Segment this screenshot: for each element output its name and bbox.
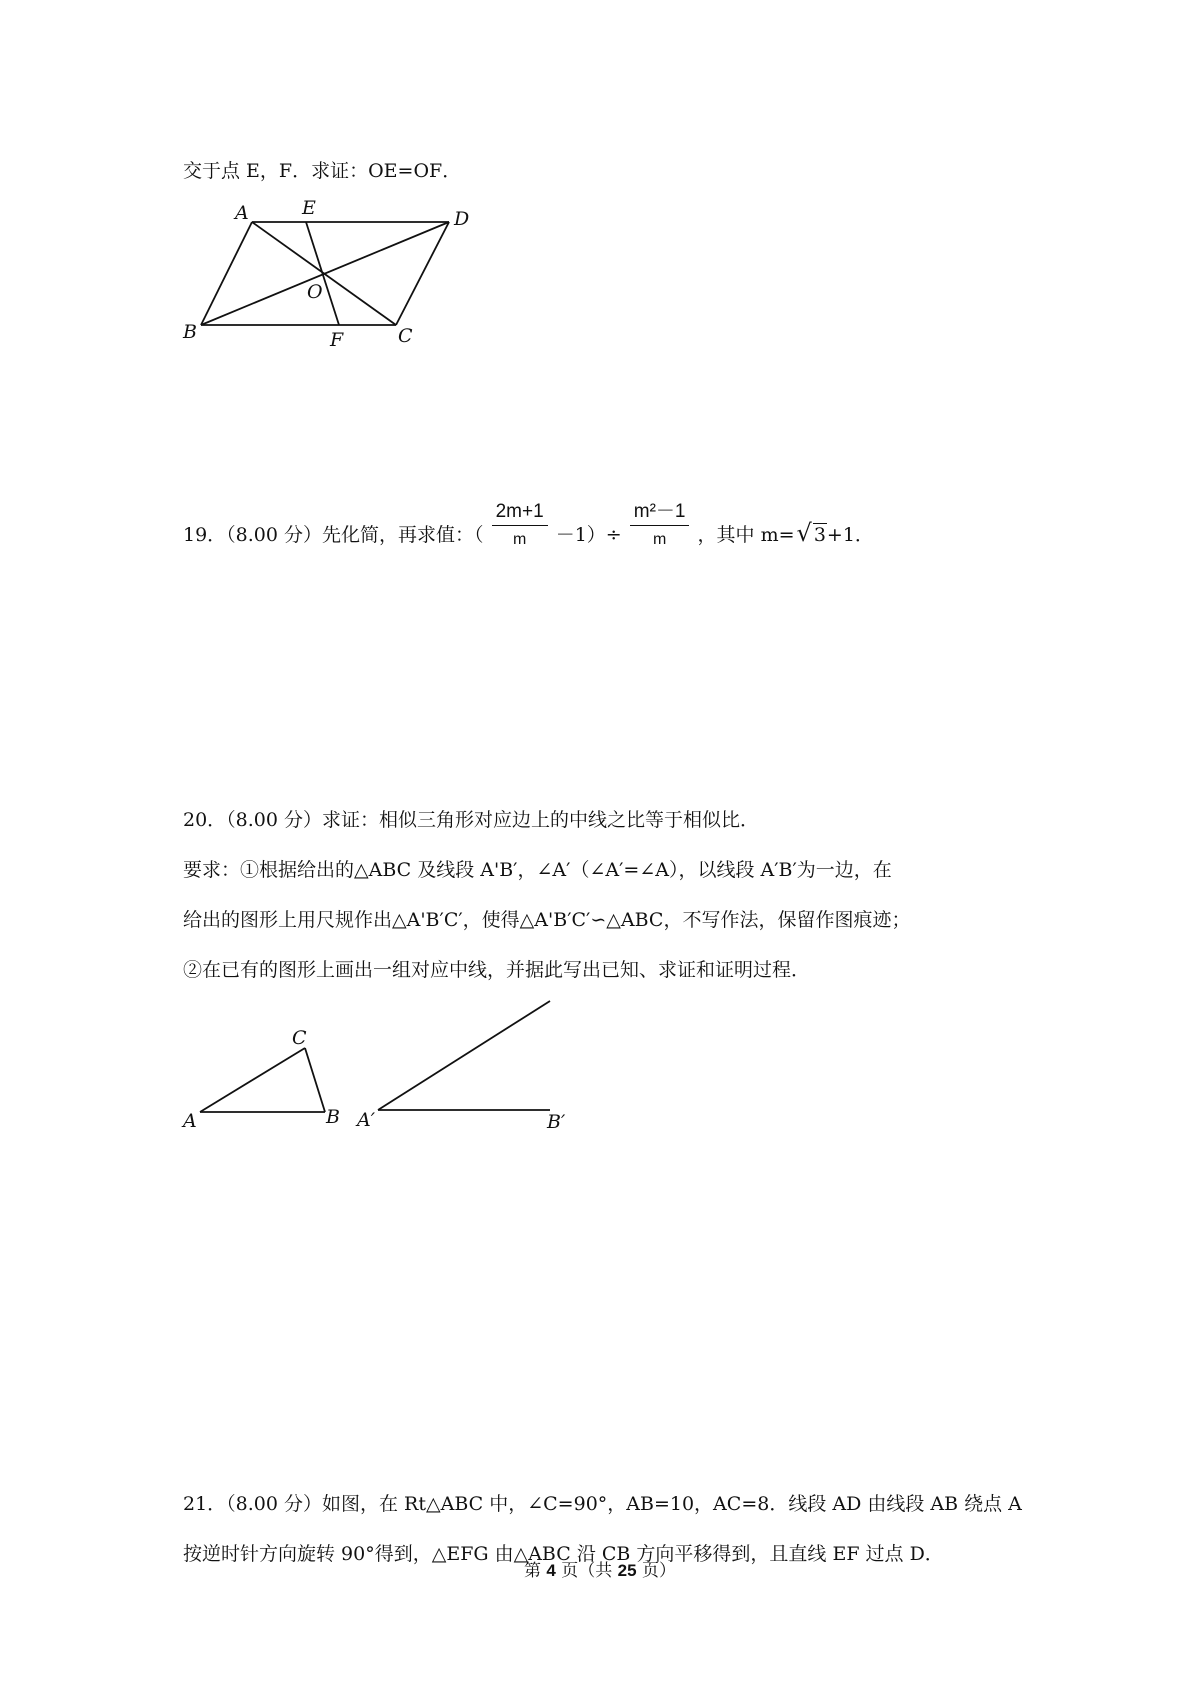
sqrt-content: 3 — [813, 524, 826, 546]
q20-line1: 20．（8.00 分）求证：相似三角形对应边上的中线之比等于相似比． — [183, 809, 760, 831]
diagonal-bd — [201, 222, 449, 325]
footer-mid: 页（共 — [555, 1561, 618, 1581]
footer-page-number: 4 — [546, 1561, 556, 1580]
label-a: A — [235, 202, 249, 224]
triangle-figure — [172, 990, 592, 1130]
label-f: F — [330, 329, 344, 350]
q20-line2: 要求：①根据给出的△ABC 及线段 A'B′，∠A′（∠A′=∠A），以线段 A′B′为一边，在 — [183, 859, 892, 881]
footer-total-pages: 25 — [617, 1561, 637, 1580]
q19-suffix-pre: ，其中 m= — [697, 524, 795, 546]
sqrt-icon: √ — [796, 519, 812, 547]
q19-prefix: 19．（8.00 分）先化简，再求值：（ — [183, 524, 484, 546]
fraction-1-numerator: 2m+1 — [492, 501, 548, 526]
parallelogram-figure — [172, 190, 472, 350]
footer-post: 页） — [636, 1561, 676, 1581]
fraction-1 — [492, 501, 548, 551]
label-o: O — [307, 281, 323, 303]
label-a-prime: A′ — [357, 1109, 376, 1130]
ray-from-a2 — [378, 1001, 550, 1110]
fraction-2 — [630, 501, 690, 551]
label-b-prime: B′ — [547, 1111, 566, 1130]
q19-text — [183, 501, 874, 561]
label-a: A — [183, 1110, 197, 1130]
label-b: B — [326, 1106, 340, 1128]
segment-dc — [396, 222, 449, 325]
footer-pre: 第 — [523, 1561, 547, 1581]
q21-line2: 按逆时针方向旋转 90°得到，△EFG 由△ABC 沿 CB 方向平移得到，且直线 EF 过点 D． — [183, 1543, 944, 1565]
label-d: D — [454, 208, 470, 230]
q20-line3: 给出的图形上用尺规作出△A'B′C′，使得△A'B′C′∽△ABC，不写作法，保留作图痕迹； — [183, 909, 911, 931]
label-b: B — [183, 321, 197, 343]
fraction-2-numerator: m²－1 — [630, 501, 690, 526]
label-c: C — [398, 325, 413, 347]
fraction-1-denominator: m — [512, 531, 527, 548]
q19-mid: －1）÷ — [555, 524, 622, 546]
q20-line4: ②在已有的图形上画出一组对应中线，并据此写出已知、求证和证明过程． — [183, 959, 811, 981]
segment-ac — [200, 1048, 305, 1112]
segment-ba — [201, 222, 252, 325]
label-e: E — [302, 197, 316, 219]
q21-line1: 21．（8.00 分）如图，在 Rt△ABC 中，∠C=90°，AB=10，AC=8．线段 AD 由线段 AB 绕点 A — [183, 1493, 1022, 1515]
q19-suffix-post: +1． — [826, 524, 874, 546]
fraction-2-denominator: m — [652, 531, 667, 548]
label-c: C — [292, 1027, 307, 1049]
segment-ef — [306, 222, 339, 325]
q18-text: 交于点 E，F．求证：OE=OF． — [183, 160, 462, 182]
page-footer — [0, 1556, 1200, 1581]
segment-cb — [305, 1048, 325, 1112]
